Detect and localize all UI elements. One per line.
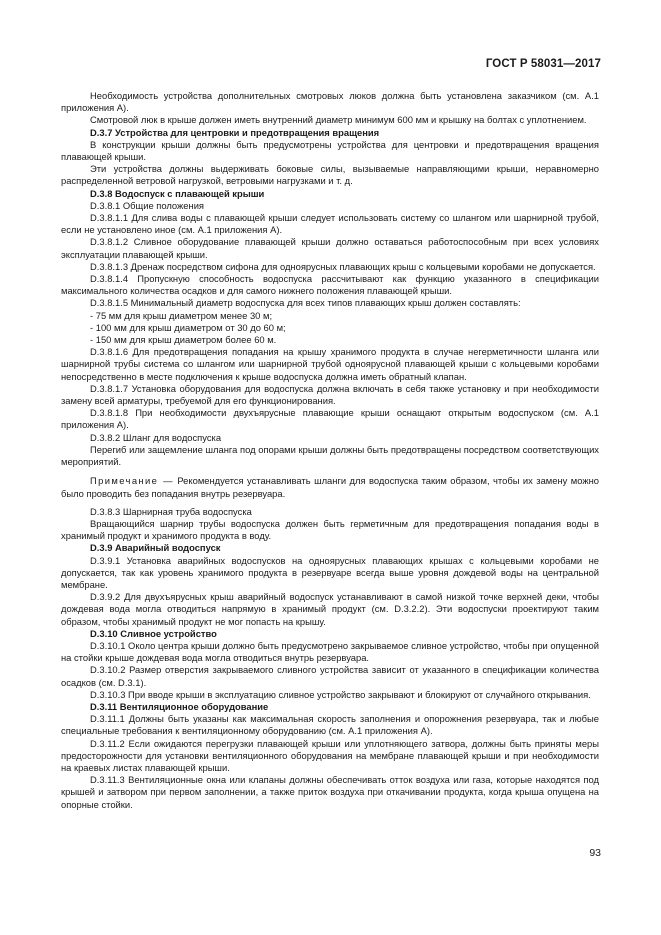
paragraph: D.3.9.1 Установка аварийных водоспусков на одноярусных плавающих крышах с кольцевыми коробами не допускается, так как уровень хранимого продукта в резервуаре всегда выше уровня дождевой воды на центральной мембране. [61, 554, 599, 590]
subsection-heading: D.3.8.2 Шланг для водоспуска [90, 431, 222, 443]
paragraph: D.3.8.1.4 Пропускную способность водоспуска рассчитывают как функцию указанного в спецификации максимального количества осадков и для самого нижнего положения плавающей крыши. [61, 273, 599, 297]
paragraph: D.3.8.1.1 Для слива воды с плавающей крыши следует использовать систему со шлангом или шарнирной трубой, если не установлено иное (см. А.1 приложения А). [61, 212, 599, 236]
section-heading: D.3.11 Вентиляционное оборудование [90, 700, 269, 712]
paragraph: D.3.10.3 При вводе крыши в эксплуатацию сливное устройство закрывают и блокируют от случайного открывания. [90, 688, 591, 700]
paragraph: Эти устройства должны выдерживать боковые силы, вызываемые направляющими крыши, неравномерно распределенной ветровой нагрузкой, ветровыми нагрузками и т. д. [61, 163, 599, 187]
note-label: Примечание — [90, 475, 174, 487]
subsection-heading: D.3.8.1 Общие положения [90, 199, 205, 211]
section-heading: D.3.10 Сливное устройство [90, 627, 217, 639]
paragraph: Вращающийся шарнир трубы водоспуска должен быть герметичным для предотвращения попадания воды в хранимый продукт и хранимого продукта в воду. [61, 517, 599, 542]
paragraph: Перегиб или защемление шланга под опорами крыши должны быть предотвращены посредством соответствующих мероприятий. [61, 443, 599, 468]
page-body [61, 90, 599, 811]
paragraph: D.3.8.1.6 Для предотвращения попадания на крышу хранимого продукта в случае негерметичности шланга или шарнирной трубы система со шлангом или шарнирной трубой одноярусной плавающей крыши с кольцевыми коробами непосредственно в месте подключения к крыше водоспуска должна иметь обратный клапан. [61, 346, 599, 382]
page-number: 93 [589, 847, 601, 859]
document-id: ГОСТ Р 58031—2017 [485, 58, 601, 70]
paragraph: D.3.8.1.5 Минимальный диаметр водоспуска для всех типов плавающих крыш должен составлять: [90, 297, 521, 309]
paragraph: D.3.8.1.3 Дренаж посредством сифона для одноярусных плавающих крыш с кольцевыми коробами не допускается. [90, 260, 596, 272]
paragraph: Смотровой люк в крыше должен иметь внутренний диаметр минимум 600 мм и крышку на болтах с уплотнением. [90, 114, 587, 126]
section-heading: D.3.7 Устройства для центровки и предотвращения вращения [90, 126, 380, 138]
paragraph: В конструкции крыши должны быть предусмотрены устройства для центровки и предотвращения вращения плавающей крыши. [61, 138, 599, 163]
subsection-heading: D.3.8.3 Шарнирная труба водоспуска [90, 505, 252, 517]
paragraph: D.3.9.2 Для двухъярусных крыш аварийный водоспуск устанавливают в самой низкой точке верхней деки, чтобы дождевая вода могла отводиться напрямую в хранимый продукт (см. D.3.2.2). Эти водоспуски проектируют таким образом, чтобы хранимый продукт не мог попасть на крышу. [61, 591, 599, 627]
paragraph: D.3.11.3 Вентиляционные окна или клапаны должны обеспечивать отток воздуха или газа, которые находятся под крышей и затвором при первом заполнении, а также приток воздуха при откачивании продукта, когда крыша опущена на опорные стойки. [61, 774, 599, 810]
list-item: - 75 мм для крыш диаметром менее 30 м; [90, 309, 273, 321]
paragraph: D.3.10.2 Размер отверстия закрываемого сливного устройства зависит от указанного в спецификации количества осадков (см. D.3.1). [61, 664, 599, 688]
section-heading: D.3.8 Водоспуск с плавающей крыши [90, 187, 265, 199]
list-item: - 150 мм для крыш диаметром более 60 м. [90, 334, 277, 346]
paragraph: D.3.11.1 Должны быть указаны как максимальная скорость заполнения и опорожнения резервуара, так и любые специальные требования к вентиляционному оборудованию (см. А.1 приложения А). [61, 713, 599, 737]
paragraph: D.3.8.1.7 Установка оборудования для водоспуска должна включать в себя также установку и при необходимости замену всей арматуры, требуемой для его функционирования. [61, 382, 599, 407]
list-item: - 100 мм для крыш диаметром от 30 до 60 м; [90, 321, 286, 333]
paragraph: D.3.11.2 Если ожидаются перегрузки плавающей крыши или уплотняющего затвора, должны быть приняты меры предосторожности для установки вентиляционного оборудования на мембране плавающей крыши и при необходимости на краевых листах плавающей крыши. [61, 737, 599, 773]
paragraph: D.3.8.1.2 Сливное оборудование плавающей крыши должно оставаться работоспособным при всех условиях эксплуатации плавающей крыши. [61, 236, 599, 260]
note [61, 475, 599, 499]
paragraph: D.3.8.1.8 При необходимости двухъярусные плавающие крыши оснащают открытым водоспуском (см. А.1 приложения А). [61, 407, 599, 431]
paragraph: Необходимость устройства дополнительных смотровых люков должна быть установлена заказчиком (см. А.1 приложения А). [61, 90, 599, 114]
note-text: Рекомендуется устанавливать шланги для водоспуска таким образом, чтобы их замену можно было проводить без попадания внутрь резервуара. [61, 475, 599, 499]
section-heading: D.3.9 Аварийный водоспуск [90, 542, 221, 554]
paragraph: D.3.10.1 Около центра крыши должно быть предусмотрено закрываемое сливное устройство, чтобы при опущенной на стойки крыше дождевая вода могла отводиться внутрь резервуара. [61, 639, 599, 664]
